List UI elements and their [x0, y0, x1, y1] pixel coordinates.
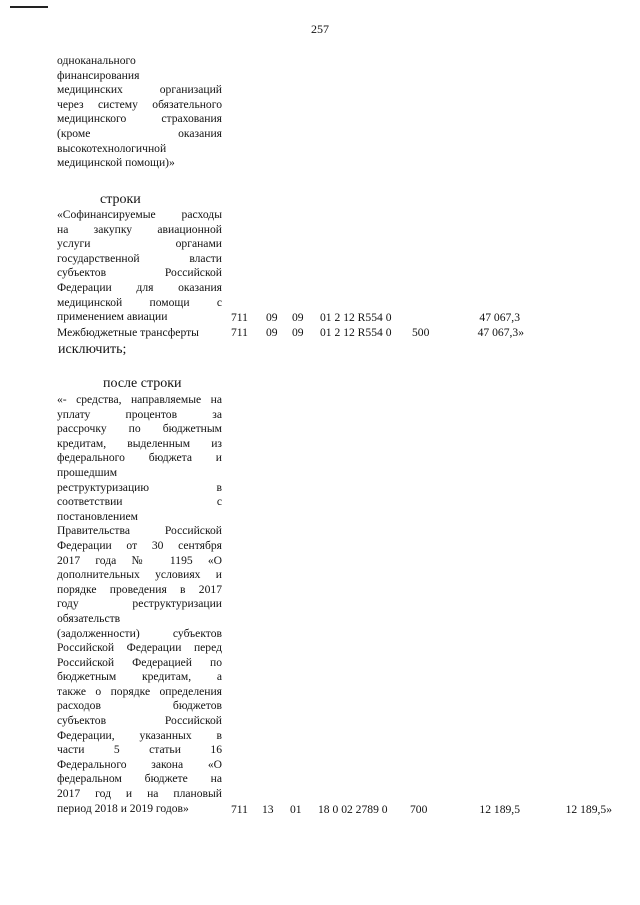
block1-text	[57, 54, 222, 171]
row-subsection: 09	[292, 326, 304, 339]
top-rule	[10, 6, 48, 8]
text-line: прошедшим	[57, 465, 118, 479]
text-line: субъектов Российской	[57, 714, 222, 728]
text-line: субъектов Российской	[57, 266, 222, 280]
text-line: одноканального	[57, 54, 136, 67]
row-section: 09	[266, 311, 278, 324]
block3-text	[57, 393, 222, 816]
text-line: 2017 год и на плановый	[57, 787, 222, 801]
text-line: 2017 года № 1195 «О	[57, 553, 222, 567]
text-line: реструктуризацию в	[57, 480, 222, 494]
text-line: государственной власти	[57, 251, 222, 265]
text-line: медицинского страхования	[57, 112, 222, 126]
text-line: (задолженности) субъектов	[57, 626, 222, 640]
row-subsection: 01	[290, 803, 302, 816]
text-line: расходов бюджетов	[57, 699, 222, 713]
text-line: рассрочку по бюджетным	[57, 422, 222, 436]
text-line: период 2018 и 2019 годов»	[57, 801, 189, 815]
row-ministry: 711	[231, 326, 248, 339]
text-line: (кроме оказания	[57, 126, 222, 140]
page-number: 257	[311, 22, 329, 36]
row-amount-plan: 12 189,5»	[565, 803, 612, 816]
text-line: медицинской помощи с	[57, 295, 222, 309]
block2-text	[57, 208, 222, 325]
text-line: соответствии с	[57, 495, 222, 509]
row-target: 18 0 02 2789 0	[318, 803, 388, 816]
text-line: обязательств	[57, 611, 121, 625]
row-subsection: 09	[292, 311, 304, 324]
text-line: «Софинансируемые расходы	[57, 208, 222, 221]
text-line: уплату процентов за	[57, 407, 222, 421]
text-line: Федерации, указанных в	[57, 728, 222, 742]
text-line: порядке проведения в 2017	[57, 582, 222, 596]
text-line: также о порядке определения	[57, 684, 222, 698]
text-line: году реструктуризации	[57, 597, 222, 611]
text-line: на закупку авиационной	[57, 222, 222, 236]
text-line: высокотехнологичной	[57, 141, 167, 155]
block2-footer: исключить;	[58, 342, 127, 357]
text-line: применением авиации	[57, 310, 168, 324]
text-line: «- средства, направляемые на	[57, 393, 222, 406]
text-line: Федерации от 30 сентября	[57, 538, 222, 552]
row-type: 700	[410, 803, 428, 816]
text-line: бюджетным кредитам, а	[57, 670, 222, 684]
row-target: 01 2 12 R554 0	[320, 326, 392, 339]
row-section: 09	[266, 326, 278, 339]
text-line: федеральном бюджете на	[57, 772, 222, 786]
text-line: Федерального закона «О	[57, 757, 222, 771]
row-amount: 47 067,3»	[477, 326, 524, 339]
text-line: постановлением	[57, 509, 138, 523]
text-line: части 5 статьи 16	[57, 743, 222, 757]
text-line: Правительства Российской	[57, 524, 222, 538]
text-line: дополнительных условиях и	[57, 568, 222, 582]
row-section: 13	[262, 803, 274, 816]
row-amount: 12 189,5	[479, 803, 520, 816]
text-line: финансирования	[57, 68, 140, 82]
text-line: Российской Федерации перед	[57, 641, 222, 655]
row-ministry: 711	[231, 311, 248, 324]
text-line: услуги органами	[57, 237, 222, 251]
text-line: медицинской помощи)»	[57, 156, 175, 170]
text-line: Российской Федерацией по	[57, 655, 222, 669]
row-target: 01 2 12 R554 0	[320, 311, 392, 324]
row-amount: 47 067,3	[479, 311, 520, 324]
row-label: Межбюджетные трансферты	[57, 326, 199, 339]
block3-header: после строки	[103, 376, 182, 391]
row-ministry: 711	[231, 803, 248, 816]
block2-header: строки	[100, 192, 141, 207]
text-line: Федерации для оказания	[57, 280, 222, 294]
text-line: через систему обязательного	[57, 97, 222, 111]
row-type: 500	[412, 326, 430, 339]
text-line: медицинских организаций	[57, 83, 222, 97]
text-line: кредитам, выделенным из	[57, 436, 222, 450]
text-line: федерального бюджета и	[57, 451, 222, 465]
